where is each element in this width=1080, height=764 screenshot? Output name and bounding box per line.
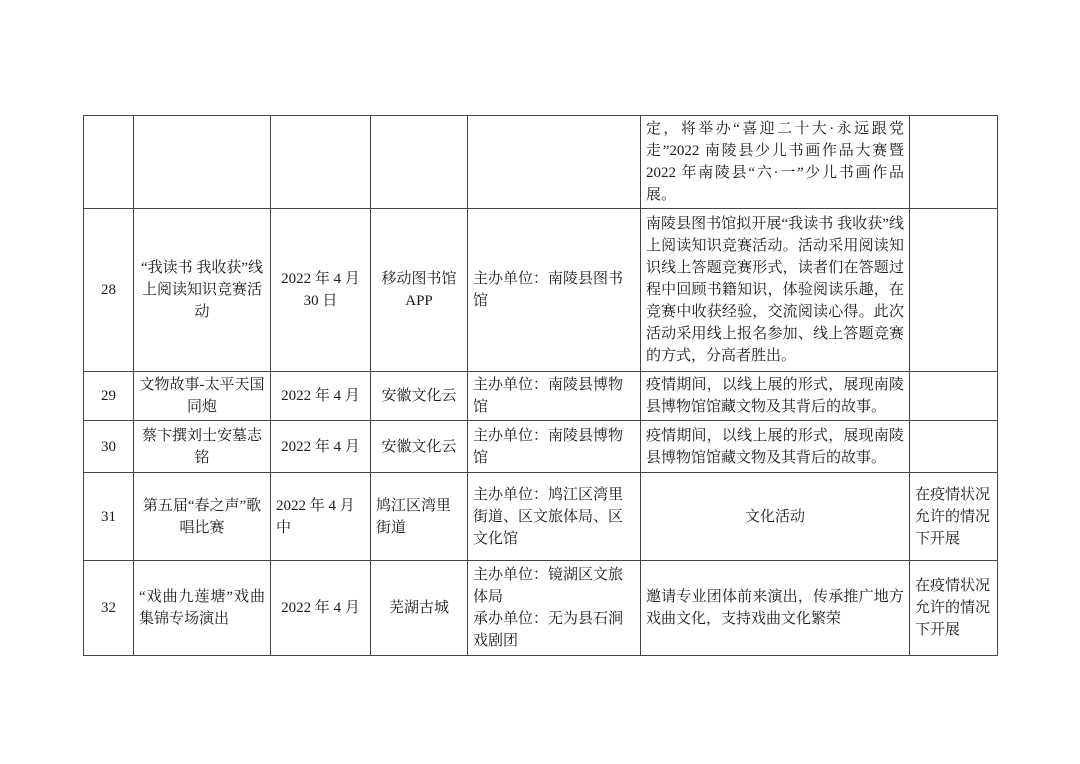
cell-date: 2022 年 4 月	[271, 421, 371, 473]
cell-no: 29	[84, 372, 134, 421]
cell-date: 2022 年 4 月	[271, 372, 371, 421]
co-organizer-line: 承办单位：无为县石涧戏剧团	[473, 611, 624, 649]
cell-activity-name: 第五届“春之声”歌唱比赛	[134, 473, 271, 561]
cell-activity-name: 蔡卞撰刘士安墓志铭	[134, 421, 271, 473]
cell-no: 32	[84, 561, 134, 656]
cell-note	[910, 209, 998, 372]
cell-venue	[371, 116, 468, 209]
cell-description: 定，将举办“喜迎二十大·永远跟党走”2022 南陵县少儿书画作品大赛暨 2022 年南陵县“六·一”少儿书画作品展。	[641, 116, 910, 209]
cell-activity-name: “我读书 我收获”线上阅读知识竞赛活动	[134, 209, 271, 372]
cell-description: 文化活动	[641, 473, 910, 561]
cell-activity-name: “戏曲九莲塘”戏曲集锦专场演出	[134, 561, 271, 656]
cell-no: 31	[84, 473, 134, 561]
table-row-30	[84, 421, 998, 473]
cell-description: 疫情期间，以线上展的形式，展现南陵县博物馆馆藏文物及其背后的故事。	[641, 421, 910, 473]
cell-organizer: 主办单位：南陵县图书馆	[468, 209, 641, 372]
cell-note: 在疫情状况允许的情况下开展	[910, 561, 998, 656]
cell-note	[910, 372, 998, 421]
cell-no: 30	[84, 421, 134, 473]
cell-note: 在疫情状况允许的情况下开展	[910, 473, 998, 561]
cell-date	[271, 116, 371, 209]
cell-activity-name: 文物故事-太平天国同炮	[134, 372, 271, 421]
table-row-32	[84, 561, 998, 656]
cell-organizer: 主办单位：南陵县博物馆	[468, 421, 641, 473]
table-row-28	[84, 209, 998, 372]
cell-venue: 安徽文化云	[371, 372, 468, 421]
table-row-continuation	[84, 116, 998, 209]
cell-note	[910, 421, 998, 473]
cell-date: 2022 年 4 月中	[271, 473, 371, 561]
cell-venue: 鸠江区湾里街道	[371, 473, 468, 561]
cell-date: 2022 年 4 月 30 日	[271, 209, 371, 372]
cell-description: 南陵县图书馆拟开展“我读书 我收获”线上阅读知识竞赛活动。活动采用阅读知识线上答题竞赛形式，读者们在答题过程中回顾书籍知识，体验阅读乐趣，在竞赛中收获经验，交流阅读心得。此次活动采用线上报名参加、线上答题竞赛的方式，分高者胜出。	[641, 209, 910, 372]
organizer-line: 主办单位：镜湖区文旅体局	[473, 567, 624, 605]
cell-venue: 芜湖古城	[371, 561, 468, 656]
cell-organizer	[468, 561, 641, 656]
cell-venue: 安徽文化云	[371, 421, 468, 473]
cell-organizer: 主办单位：鸠江区湾里街道、区文旅体局、区文化馆	[468, 473, 641, 561]
table-row-31	[84, 473, 998, 561]
cell-organizer	[468, 116, 641, 209]
cell-organizer: 主办单位：南陵县博物馆	[468, 372, 641, 421]
cell-no	[84, 116, 134, 209]
cell-activity-name	[134, 116, 271, 209]
cell-venue: 移动图书馆 APP	[371, 209, 468, 372]
cell-no: 28	[84, 209, 134, 372]
table-row-29	[84, 372, 998, 421]
cell-date: 2022 年 4 月	[271, 561, 371, 656]
cell-description: 邀请专业团体前来演出，传承推广地方戏曲文化，支持戏曲文化繁荣	[641, 561, 910, 656]
cell-note	[910, 116, 998, 209]
cell-description: 疫情期间，以线上展的形式，展现南陵县博物馆馆藏文物及其背后的故事。	[641, 372, 910, 421]
activity-table	[83, 115, 998, 656]
